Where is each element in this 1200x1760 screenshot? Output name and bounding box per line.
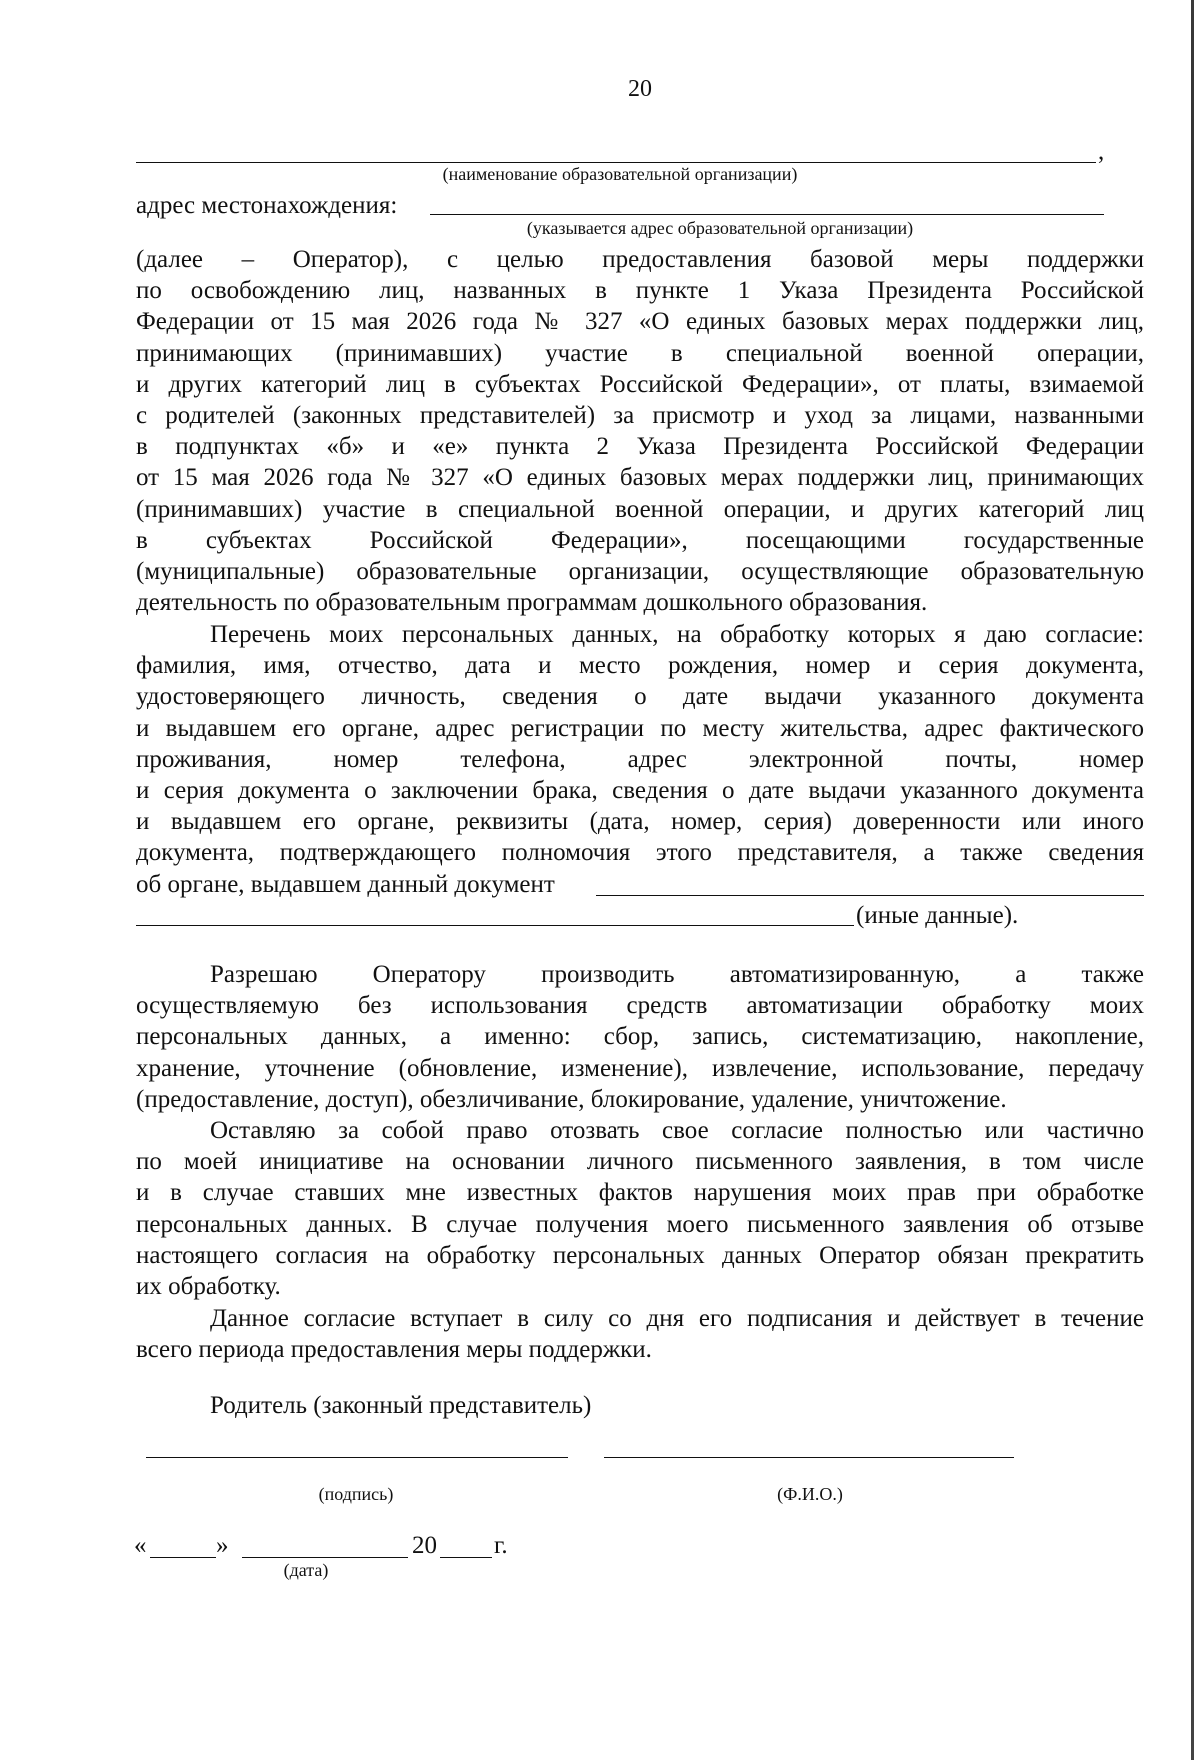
validity-paragraph (136, 1303, 1144, 1365)
operator-paragraph-line: от 15 мая 2026 года № 327 «О единых базовых мерах поддержки лиц, принимающих (136, 464, 1144, 492)
operator-paragraph (136, 244, 1144, 618)
other-data-line-1 (596, 895, 1144, 896)
processing-line: персональных данных, а именно: сбор, запись, систематизацию, накопление, (136, 1023, 1144, 1051)
operator-paragraph-line: (принимавших) участие в специальной военной операции, и других категорий лиц (136, 495, 1144, 523)
revocation-line: и в случае ставших мне известных фактов нарушения моих прав при обработке (136, 1179, 1144, 1207)
signature-line (146, 1457, 568, 1458)
personal-data-tail: об органе, выдавшем данный документ (136, 871, 555, 898)
processing-paragraph (136, 959, 1144, 1115)
operator-paragraph-line: в подпунктах «б» и «е» пункта 2 Указа Президента Российской Федерации (136, 433, 1144, 461)
scan-edge (1191, 0, 1194, 1760)
personal-data-line: удостоверяющего личность, сведения о дате выдачи указанного документа (136, 683, 1144, 711)
full-name-caption: (Ф.И.О.) (777, 1484, 843, 1504)
personal-data-paragraph (136, 619, 1144, 869)
operator-paragraph-line: принимающих (принимавших) участие в специальной военной операции, (136, 339, 1144, 367)
personal-data-line: и выдавшем его органе, реквизиты (дата, номер, серия) доверенности или иного (136, 808, 1144, 836)
personal-data-line: документа, подтверждающего полномочия этого представителя, а также сведения (136, 839, 1144, 867)
validity-line: Данное согласие вступает в силу со дня его подписания и действует в течение (210, 1305, 1144, 1332)
personal-data-line: и серия документа о заключении брака, сведения о дате выдачи указанного документа (136, 777, 1144, 805)
personal-data-line: проживания, номер телефона, адрес электронной почты, номер (136, 745, 1144, 773)
other-data-line-2 (136, 925, 854, 926)
revocation-line: настоящего согласия на обработку персональных данных Оператор обязан прекратить (136, 1241, 1144, 1269)
address-label: адрес местонахождения: (136, 192, 398, 219)
processing-line: хранение, уточнение (обновление, изменение), извлечение, использование, передачу (136, 1054, 1144, 1082)
date-year-suffix: г. (494, 1532, 508, 1559)
revocation-line: Оставляю за собой право отозвать свое согласие полностью или частично (210, 1117, 1144, 1144)
personal-data-line: Перечень моих персональных данных, на обработку которых я даю согласие: (210, 621, 1144, 648)
personal-data-line: фамилия, имя, отчество, дата и место рождения, номер и серия документа, (136, 652, 1144, 680)
org-name-comma: , (1098, 138, 1105, 165)
signature-caption: (подпись) (318, 1484, 394, 1504)
operator-paragraph-line: по освобождению лиц, названных в пункте 1 Указа Президента Российской (136, 277, 1144, 305)
page-number: 20 (628, 76, 652, 102)
revocation-line: по моей инициативе на основании личного письменного заявления, в том числе (136, 1148, 1144, 1176)
org-name-caption: (наименование образовательной организации) (442, 164, 798, 184)
processing-line: Разрешаю Оператору производить автоматизированную, а также (210, 961, 1144, 988)
date-caption: (дата) (283, 1560, 329, 1580)
date-close-quote: » (216, 1532, 229, 1559)
revocation-line: их обработку. (136, 1273, 281, 1301)
signer-role: Родитель (законный представитель) (210, 1392, 592, 1419)
date-year-line (440, 1557, 492, 1558)
operator-paragraph-line: (далее – Оператор), с целью предоставления базовой меры поддержки (136, 246, 1144, 273)
address-line (430, 214, 1104, 215)
processing-line: осуществляемую без использования средств автоматизации обработку моих (136, 992, 1144, 1020)
operator-paragraph-line: и других категорий лиц в субъектах Российской Федерации», от платы, взимаемой (136, 370, 1144, 398)
date-year-prefix: 20 (412, 1532, 437, 1559)
org-name-line (136, 162, 1096, 163)
date-day-line (150, 1557, 216, 1558)
operator-paragraph-line: в субъектах Российской Федерации», посещающими государственные (136, 526, 1144, 554)
date-month-line (242, 1557, 408, 1558)
processing-line: (предоставление, доступ), обезличивание, блокирование, удаление, уничтожение. (136, 1085, 1007, 1113)
full-name-line (604, 1457, 1014, 1458)
other-data-label: (иные данные). (856, 902, 1019, 929)
revocation-line: персональных данных. В случае получения моего письменного заявления об отзыве (136, 1210, 1144, 1238)
address-caption: (указывается адрес образовательной организации) (526, 218, 914, 238)
operator-paragraph-line: деятельность по образовательным программам дошкольного образования. (136, 589, 928, 617)
operator-paragraph-line: (муниципальные) образовательные организации, осуществляющие образовательную (136, 558, 1144, 586)
date-open-quote: « (134, 1532, 147, 1559)
operator-paragraph-line: Федерации от 15 мая 2026 года № 327 «О единых базовых мерах поддержки лиц, (136, 308, 1144, 336)
operator-paragraph-line: с родителей (законных представителей) за присмотр и уход за лицами, названными (136, 402, 1144, 430)
validity-line: всего периода предоставления меры поддержки. (136, 1336, 652, 1364)
personal-data-line: и выдавшем его органе, адрес регистрации по месту жительства, адрес фактического (136, 714, 1144, 742)
revocation-paragraph (136, 1115, 1144, 1302)
